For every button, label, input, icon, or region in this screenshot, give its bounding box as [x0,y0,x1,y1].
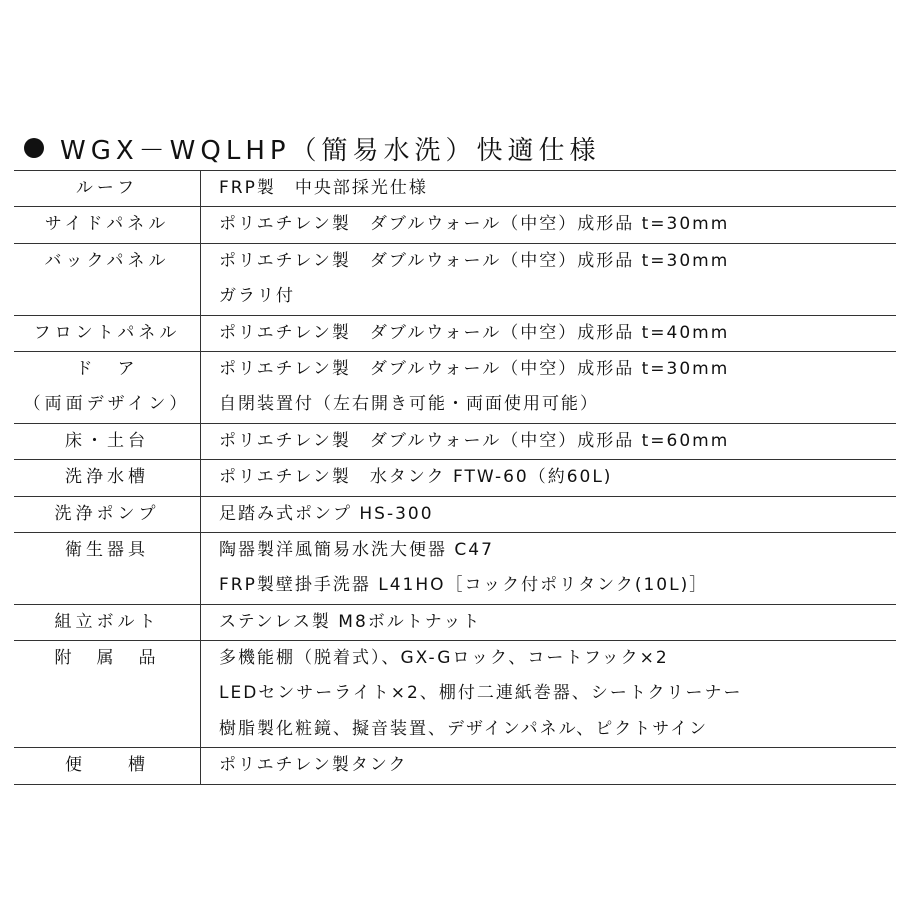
table-row [14,171,896,207]
spec-value-cell [201,604,897,640]
spec-value-cell [201,315,897,351]
spec-value: 陶器製洋風簡易水洗大便器 C47 [219,539,494,560]
table-row [14,496,896,532]
spec-label: 床・土台 [65,430,149,451]
spec-value-cell [201,532,897,604]
spec-label-cell [14,604,201,640]
spec-value-cell [201,171,897,207]
table-row [14,207,896,243]
spec-label-cell [14,243,201,315]
spec-label-cell [14,496,201,532]
spec-label-cell [14,748,201,784]
spec-value-cell [201,748,897,784]
spec-value-cell [201,243,897,315]
spec-label: 組立ボルト [54,611,160,632]
spec-label: バックパネル [44,250,170,271]
spec-value: ポリエチレン製 ダブルウォール（中空）成形品 t=30mm [219,358,730,379]
spec-label: 洗浄水槽 [65,467,149,488]
spec-value: 足踏み式ポンプ HS-300 [219,503,434,524]
spec-value: ステンレス製 M8ボルトナット [219,611,482,632]
spec-label: ルーフ [75,178,139,198]
spec-label: フロントパネル [33,322,181,343]
spec-label-cell [14,532,201,604]
table-row [14,641,896,748]
spec-value: ポリエチレン製 ダブルウォール（中空）成形品 t=60mm [219,430,730,451]
table-row [14,460,896,496]
spec-value: FRP製壁掛手洗器 L41HO［コック付ポリタンク(10L)］ [219,575,709,596]
spec-value-cell [201,496,897,532]
table-row [14,315,896,351]
table-row [14,351,896,423]
spec-value-cell [201,460,897,496]
spec-label-cell [14,641,201,748]
spec-label: （両面デザイン） [23,394,191,415]
spec-label: 附 属 品 [54,648,160,669]
spec-label-cell [14,171,201,207]
spec-value: ポリエチレン製 ダブルウォール（中空）成形品 t=40mm [219,322,730,343]
spec-value-cell [201,207,897,243]
spec-value-cell [201,351,897,423]
table-row [14,748,896,784]
spec-value-cell [201,641,897,748]
spec-value: FRP製 中央部採光仕様 [219,178,428,198]
spec-label-cell [14,207,201,243]
spec-label-cell [14,315,201,351]
spec-value: LEDセンサーライト×2、棚付二連紙巻器、シートクリーナー [219,683,743,704]
spec-label: 衛生器具 [65,539,149,560]
spec-label-cell [14,351,201,423]
spec-value: 多機能棚（脱着式）、GX-Gロック、コートフック×2 [219,648,669,669]
spec-value: ガラリ付 [219,286,295,307]
table-row [14,532,896,604]
spec-label: ド ア [75,358,139,379]
bullet-icon [24,138,44,158]
spec-table-body [14,171,896,785]
spec-value: ポリエチレン製タンク [219,755,408,776]
spec-label: サイドパネル [44,214,170,235]
spec-value: 自閉装置付（左右開き可能・両面使用可能） [219,394,599,415]
spec-value-cell [201,423,897,459]
table-row [14,243,896,315]
spec-value: 樹脂製化粧鏡、擬音装置、デザインパネル、ピクトサイン [219,718,709,739]
table-row [14,423,896,459]
spec-title-text: WGX－WQLHP（簡易水洗）快適仕様 [60,135,601,166]
spec-value: ポリエチレン製 水タンク FTW-60（約60L) [219,467,613,488]
spec-table [14,170,896,785]
spec-value: ポリエチレン製 ダブルウォール（中空）成形品 t=30mm [219,214,730,235]
spec-label-cell [14,460,201,496]
spec-title [24,128,601,168]
spec-label-cell [14,423,201,459]
spec-label: 洗浄ポンプ [54,503,160,524]
table-row [14,604,896,640]
spec-label: 便 槽 [65,755,149,776]
spec-value: ポリエチレン製 ダブルウォール（中空）成形品 t=30mm [219,250,730,271]
